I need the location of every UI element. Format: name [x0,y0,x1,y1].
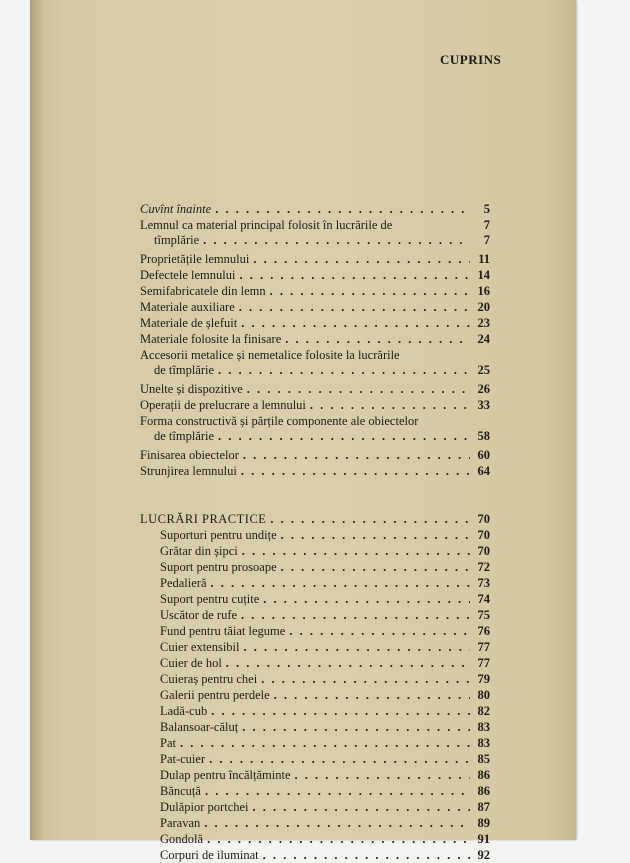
toc-entry-title: Materiale folosite la finisare [140,332,282,346]
toc-entry-title: Defectele lemnului [140,268,236,282]
toc-entry-title: Unelte și dispozitive [140,382,243,396]
toc-entry-continuation [140,233,490,247]
toc-entry-title: Suport pentru cuțite [160,592,260,606]
toc-entry-page: 70 [477,528,490,542]
toc-entry-title: de tîmplărie [154,429,215,443]
toc-entry-title: Băncuță [160,784,201,798]
toc-entry [140,413,490,429]
toc-entry-page: 24 [477,332,490,346]
toc-entry-page: 77 [477,656,490,670]
toc-practice-item [140,559,490,575]
toc-practice-item [140,815,490,831]
toc-entry-page: 7 [483,233,490,247]
toc-entry-page: 23 [477,316,490,330]
toc-entry-page: 77 [477,640,490,654]
toc-entry [140,283,490,299]
toc-entry [140,201,490,217]
toc-entry-page: 86 [477,768,490,782]
toc-entry-page: 92 [477,848,490,862]
toc-practice-item [140,591,490,607]
toc-section-title: LUCRĂRI PRACTICE [140,512,267,526]
toc-practice-item [140,719,490,735]
toc-entry-page: 79 [477,672,490,686]
toc-practice-item [140,799,490,815]
toc-entry-title: Accesorii metalice și nemetalice folosite la lucrările [140,348,400,362]
toc-entry-page: 74 [477,592,490,606]
toc-entry-title: de tîmplărie [154,363,215,377]
toc-practice-item [140,671,490,687]
toc-practice-item [140,543,490,559]
toc-entry-page: 58 [477,429,490,443]
toc-entry-page: 86 [477,784,490,798]
toc-entry-title: Pedalieră [160,576,207,590]
toc-entry-title: Forma constructivă și părțile componente ale obiectelor [140,414,419,428]
toc-entry-title: Strunjirea lemnului [140,464,237,478]
toc-entry-title: Grătar din șipci [160,544,238,558]
toc-entry [140,299,490,315]
toc-practice-item [140,767,490,783]
toc-entry-title: Finisarea obiectelor [140,448,239,462]
toc-entry-page: 14 [477,268,490,282]
toc-entry-title: Paravan [160,816,201,830]
toc-entry-page: 7 [483,218,490,232]
toc-practice-item [140,575,490,591]
toc-practice-item [140,847,490,863]
toc-practice-item [140,687,490,703]
toc-entry-title: Pat [160,736,176,750]
toc-entry [140,397,490,413]
toc-entry-page: 85 [477,752,490,766]
toc-entry [140,267,490,283]
toc-entry [140,463,490,479]
toc-entry-title: Cuier de hol [160,656,222,670]
book-page [30,0,576,862]
toc-practice-item [140,527,490,543]
toc-entry-title: Proprietățile lemnului [140,252,250,266]
toc-entry-title: Uscător de rufe [160,608,238,622]
toc-entry-page: 75 [477,608,490,622]
toc-practice-item [140,751,490,767]
toc-entry-page: 76 [477,624,490,638]
toc-practice-item [140,783,490,799]
toc-entry-title: Materiale de șlefuit [140,316,238,330]
toc-entry-page: 70 [477,544,490,558]
toc-practice-item [140,639,490,655]
toc-entry-title: Ladă-cub [160,704,208,718]
toc-entry-page: 72 [477,560,490,574]
toc-entry [140,331,490,347]
toc-entry-title: Pat-cuier [160,752,206,766]
toc-entry-page: 20 [477,300,490,314]
toc-entry [140,347,490,363]
toc-entry-title: Galerii pentru perdele [160,688,270,702]
toc-entry-title: Suport pentru prosoape [160,560,277,574]
toc-practice-item [140,703,490,719]
toc-entry-title: Cuvînt înainte [140,202,212,216]
toc-entry-page: 87 [477,800,490,814]
toc-entry-title: Materiale auxiliare [140,300,235,314]
toc-entry-page: 80 [477,688,490,702]
toc-entry-title: Corpuri de iluminat [160,848,259,862]
toc-entry [140,217,490,233]
toc-entry-page: 83 [477,720,490,734]
toc-entry-title: Lemnul ca material principal folosit în lucrările de [140,218,393,232]
toc-entry-title: tîmplărie [154,233,200,247]
toc-entry-title: Cuieraș pentru chei [160,672,258,686]
toc-entry-page: 25 [477,363,490,377]
toc-entry-continuation [140,363,490,377]
toc-entry-title: Dulăpior portchei [160,800,249,814]
toc-practice-item [140,735,490,751]
toc-entry-title: Semifabricatele din lemn [140,284,266,298]
toc-practice-item [140,831,490,847]
toc-entry [140,381,490,397]
toc-practice-item [140,607,490,623]
page-title: CUPRINS [440,52,502,67]
toc-entry-page: 91 [477,832,490,846]
toc-entry [140,315,490,331]
toc-entry-page: 26 [477,382,490,396]
toc-entry-page: 64 [477,464,490,478]
toc-entry [140,447,490,463]
toc-entry-page: 16 [477,284,490,298]
toc-entry [140,251,490,267]
toc-entry-title: Cuier extensibil [160,640,240,654]
toc-entry-page: 83 [477,736,490,750]
toc-entry-page: 33 [477,398,490,412]
toc-entry-page: 70 [477,512,490,526]
page-spine-shadow [30,0,44,840]
toc-entry-title: Suporturi pentru undițe [160,528,277,542]
toc-entry-page: 60 [477,448,490,462]
toc-entry-page: 82 [477,704,490,718]
table-of-contents [140,201,490,863]
toc-entry-title: Balansoar-căluț [160,720,239,734]
toc-practice-item [140,623,490,639]
toc-entry-title: Fund pentru tăiat legume [160,624,286,638]
toc-entry-page: 5 [483,202,490,216]
toc-entry-page: 11 [478,252,490,266]
toc-entry-title: Dulap pentru încălțăminte [160,768,291,782]
toc-entry-title: Operații de prelucrare a lemnului [140,398,306,412]
toc-practice-item [140,655,490,671]
toc-entry-title: Gondolă [160,832,204,846]
toc-section-heading [140,511,490,527]
toc-entry-continuation [140,429,490,443]
toc-entry-page: 89 [477,816,490,830]
toc-entry-page: 73 [477,576,490,590]
